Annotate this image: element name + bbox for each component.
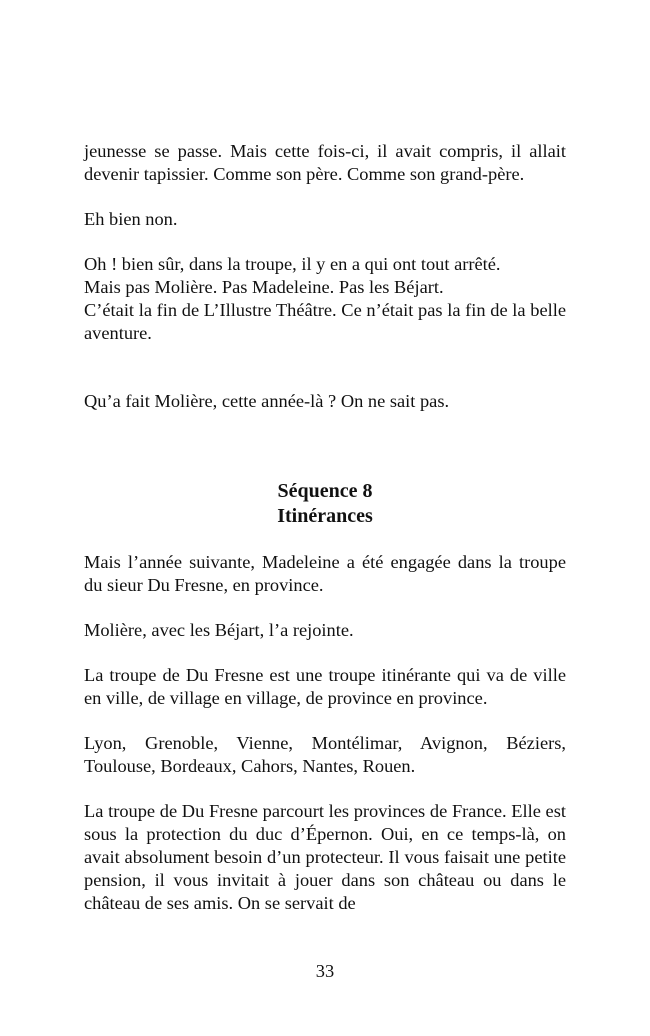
page-number: 33 [315,961,335,981]
paragraph-troupe-itinerante: La troupe de Du Fresne est une troupe itinérante qui va de ville en ville, de village en village, de province en province. [84,665,566,708]
paragraph-protecteur: La troupe de Du Fresne parcourt les provinces de France. Elle est sous la protection du duc d’Épernon. Oui, en ce temps-là, on avait absolument besoin d’un protecteur. Il vous faisait une petite pension, il vous invitait à jouer dans son château ou dans le château de ses amis. On se servait de [84,801,566,913]
section-title-name: Itinérances [277,505,373,527]
section-title-number: Séquence 8 [277,480,373,502]
paragraph-troupe-arrete: Oh ! bien sûr, dans la troupe, il y en a qui ont tout arrêté. [84,254,501,274]
paragraph-rejointe: Molière, avec les Béjart, l’a rejointe. [84,620,354,640]
paragraph-villes: Lyon, Grenoble, Vienne, Montélimar, Avignon, Béziers, Toulouse, Bordeaux, Cahors, Nantes, Rouen. [84,733,566,776]
paragraph-on-ne-sait-pas: Qu’a fait Molière, cette année-là ? On ne sait pas. [84,391,450,411]
page-body [84,140,566,915]
paragraph-tapissier: jeunesse se passe. Mais cette fois-ci, il avait compris, il allait devenir tapissier. Comme son père. Comme son grand-père. [84,141,566,184]
paragraph-annee-suivante: Mais l’année suivante, Madeleine a été engagée dans la troupe du sieur Du Fresne, en province. [84,552,566,595]
paragraph-eh-bien-non: Eh bien non. [84,209,178,229]
paragraph-pas-moliere: Mais pas Molière. Pas Madeleine. Pas les Béjart. [84,277,444,297]
paragraph-illustre-theatre: C’était la fin de L’Illustre Théâtre. Ce n’était pas la fin de la belle aventure. [84,300,566,343]
